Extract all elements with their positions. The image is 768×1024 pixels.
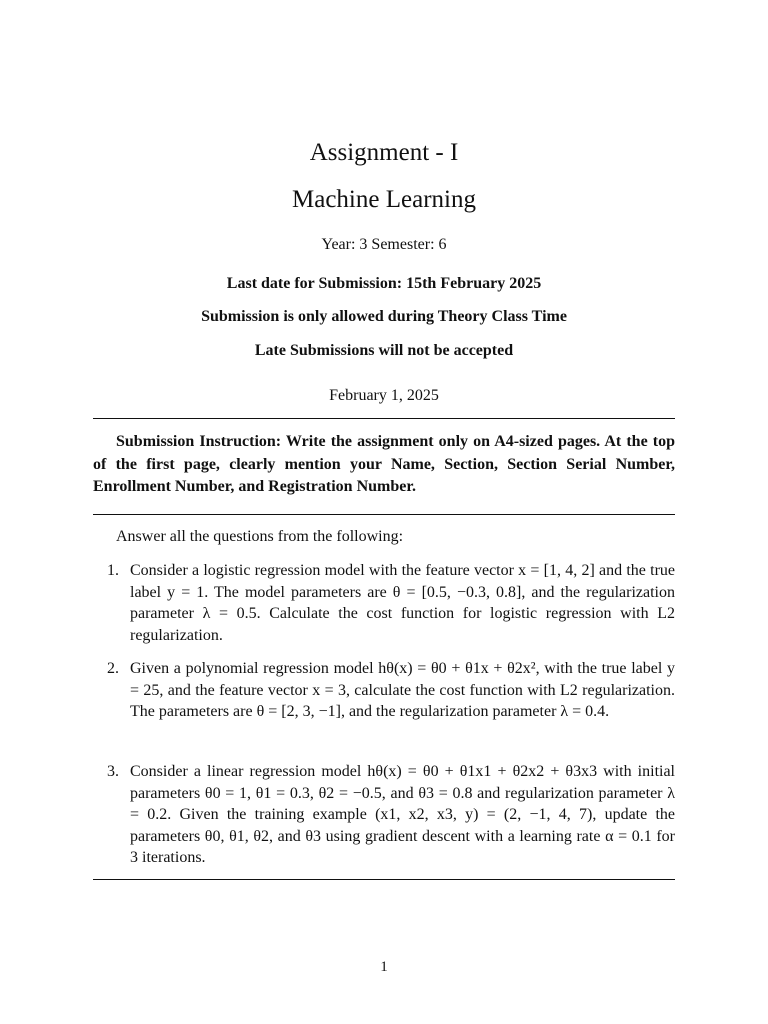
page-title: Assignment - I [309, 139, 459, 166]
year-semester: Year: 3 Semester: 6 [321, 236, 447, 253]
questions-intro: Answer all the questions from the following: [116, 528, 404, 545]
submission-deadline: Last date for Submission: 15th February 2025 [226, 275, 542, 292]
issue-date: February 1, 2025 [329, 387, 439, 404]
question-text: Consider a logistic regression model with the feature vector x = [1, 4, 2] and the true label y = 1. The model parameters are θ = [0.5, −0.3, 0.8], and the regularization parameter λ = 0.5. Calculate the cost function for logistic regression with L2 regularization. [130, 562, 675, 644]
divider-top [93, 418, 675, 419]
late-submission-notice: Late Submissions will not be accepted [254, 342, 514, 359]
question-number: 2. [107, 660, 119, 677]
question-number: 1. [107, 562, 119, 579]
question-text: Given a polynomial regression model hθ(x) = θ0 + θ1x + θ2x², with the true label y = 25, and the feature vector x = 3, calculate the cost function with L2 regularization. The parameters are θ = [2, 3, −1], and the regularization parameter λ = 0.4. [130, 660, 675, 720]
submission-time-notice: Submission is only allowed during Theory Class Time [201, 308, 567, 325]
divider-bottom [93, 879, 675, 880]
divider-middle [93, 514, 675, 515]
question-text: Consider a linear regression model hθ(x) = θ0 + θ1x1 + θ2x2 + θ3x3 with initial parameters θ0 = 1, θ1 = 0.3, θ2 = −0.5, and θ3 = 0.8 and regularization parameter λ = 0.2. Given the training example (x1, x2, x3, y) = (2, −1, 4, 7), update the parameters θ0, θ1, θ2, and θ3 using gradient descent with a learning rate α = 0.1 for 3 iterations. [130, 763, 675, 866]
question-number: 3. [107, 763, 119, 780]
course-subtitle: Machine Learning [292, 186, 476, 213]
submission-instruction: Submission Instruction: Write the assignment only on A4-sized pages. At the top of the first page, clearly mention your Name, Section, Section Serial Number, Enrollment Number, and Registration Number. [93, 433, 675, 495]
page-number: 1 [380, 959, 388, 975]
